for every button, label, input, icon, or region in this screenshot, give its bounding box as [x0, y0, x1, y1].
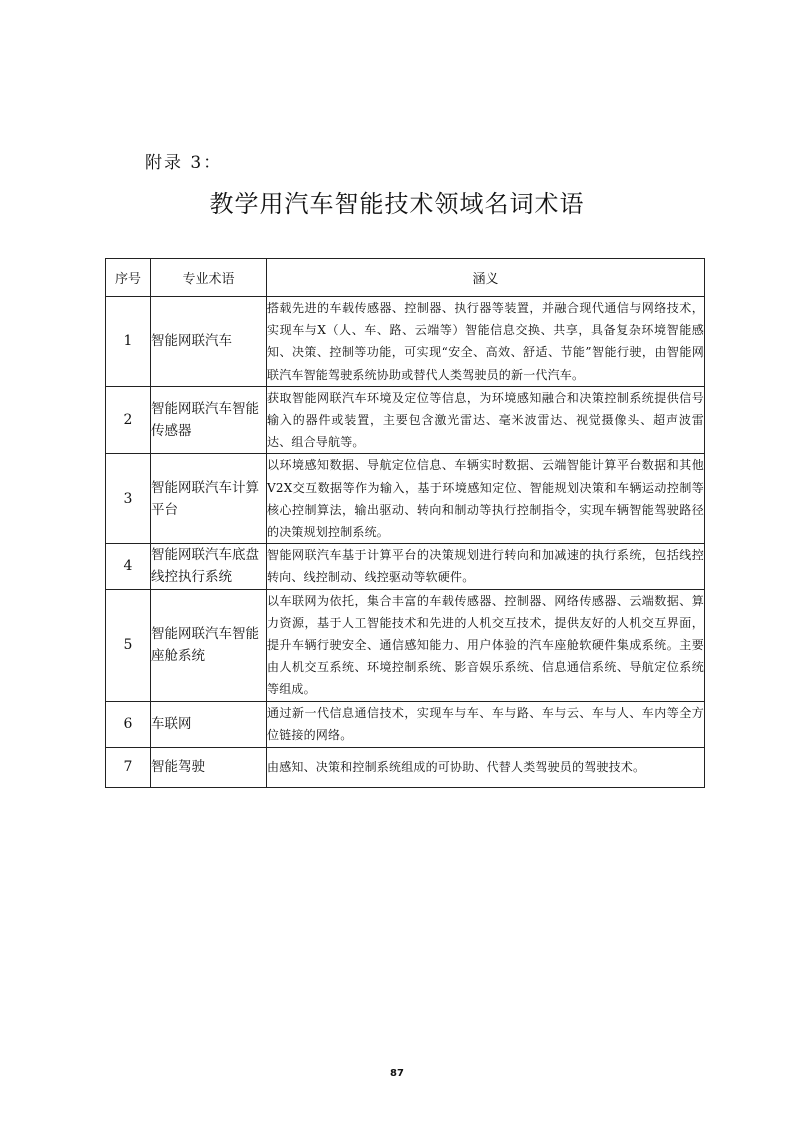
table-row [106, 544, 705, 589]
row-definition: 以车联网为依托，集合丰富的车载传感器、控制器、网络传感器、云端数据、算力资源，基于人工智能技术和先进的人机交互技术，提供友好的人机交互界面，提升车辆行驶安全、通信感知能力、用户体验的汽车座舱软硬件集成系统。主要由人机交互系统、环境控制系统、影音娱乐系统、信息通信系统、导航定位系统等组成。 [267, 589, 705, 701]
row-definition: 获取智能网联汽车环境及定位等信息，为环境感知融合和决策控制系统提供信号输入的器件或装置，主要包含激光雷达、毫米波雷达、视觉摄像头、超声波雷达、组合导航等。 [267, 386, 705, 454]
row-number: 3 [106, 454, 151, 544]
row-term: 智能网联汽车 [151, 297, 267, 387]
header-term: 专业术语 [151, 259, 267, 297]
row-term: 智能驾驶 [151, 747, 267, 787]
row-number: 6 [106, 701, 151, 747]
row-definition: 通过新一代信息通信技术，实现车与车、车与路、车与云、车与人、车内等全方位链接的网络。 [267, 701, 705, 747]
row-definition: 由感知、决策和控制系统组成的可协助、代替人类驾驶员的驾驶技术。 [267, 747, 705, 787]
table-row [106, 747, 705, 787]
row-term: 智能网联汽车智能传感器 [151, 386, 267, 454]
header-number: 序号 [106, 259, 151, 297]
table-row [106, 386, 705, 454]
row-definition: 以环境感知数据、导航定位信息、车辆实时数据、云端智能计算平台数据和其他V2X交互数据等作为输入，基于环境感知定位、智能规划决策和车辆运动控制等核心控制算法，输出驱动、转向和制动等执行控制指令，实现车辆智能驾驶路径的决策规划控制系统。 [267, 454, 705, 544]
row-number: 5 [106, 589, 151, 701]
row-number: 4 [106, 544, 151, 589]
table-row [106, 701, 705, 747]
row-number: 7 [106, 747, 151, 787]
row-term: 智能网联汽车底盘线控执行系统 [151, 544, 267, 589]
table-row [106, 589, 705, 701]
header-definition: 涵义 [267, 259, 705, 297]
row-term: 智能网联汽车智能座舱系统 [151, 589, 267, 701]
table-header-row [106, 259, 705, 297]
row-number: 1 [106, 297, 151, 387]
document-title: 教学用汽车智能技术领域名词术语 [209, 190, 585, 218]
appendix-label: 附录 3： [145, 153, 223, 173]
page-number: 87 [390, 1068, 404, 1079]
table-row [106, 454, 705, 544]
row-term: 车联网 [151, 701, 267, 747]
row-definition: 智能网联汽车基于计算平台的决策规划进行转向和加减速的执行系统，包括线控转向、线控制动、线控驱动等软硬件。 [267, 544, 705, 589]
row-definition: 搭载先进的车载传感器、控制器、执行器等装置，并融合现代通信与网络技术，实现车与X（人、车、路、云端等）智能信息交换、共享，具备复杂环境智能感知、决策、控制等功能，可实现“安全、高效、舒适、节能”智能行驶，由智能网联汽车智能驾驶系统协助或替代人类驾驶员的新一代汽车。 [267, 297, 705, 387]
table-row [106, 297, 705, 387]
row-term: 智能网联汽车计算平台 [151, 454, 267, 544]
row-number: 2 [106, 386, 151, 454]
terminology-table [105, 258, 705, 788]
